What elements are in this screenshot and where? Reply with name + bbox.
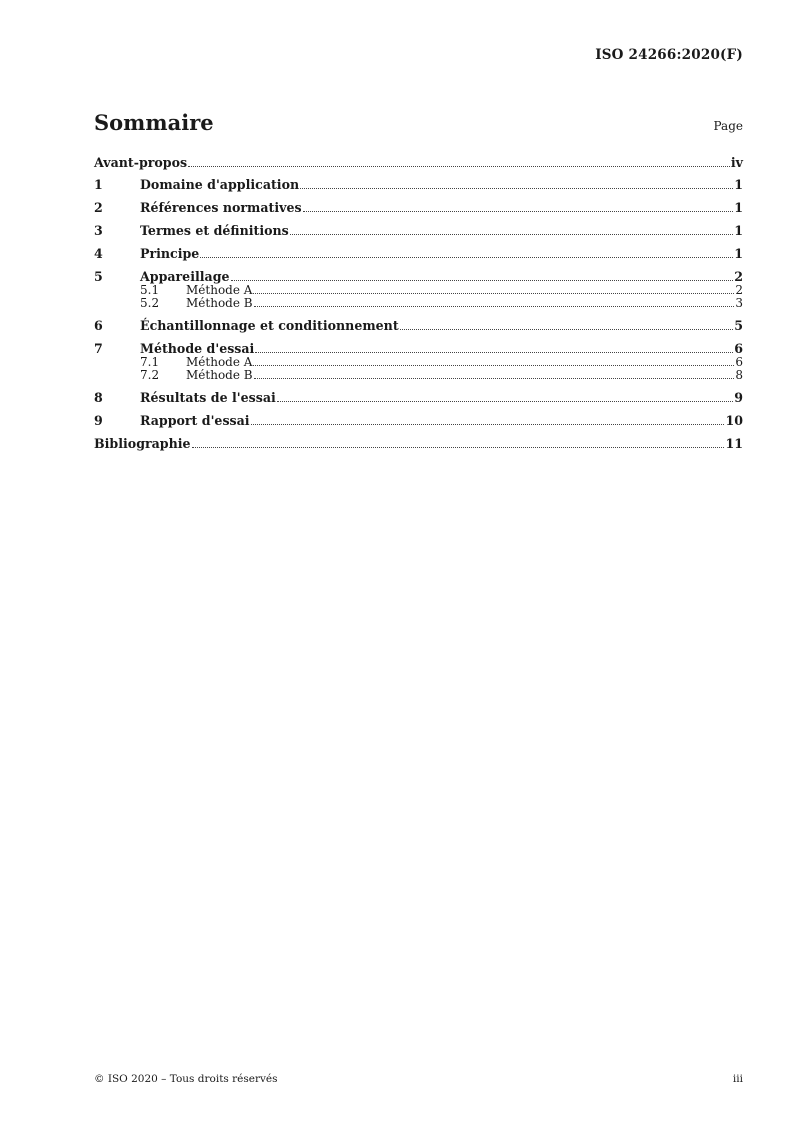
toc-entry-page: 5 [734, 318, 743, 333]
toc-entry-number: 3 [94, 223, 103, 238]
toc-entry[interactable] [94, 390, 743, 405]
toc-entry-label: Principe [140, 246, 200, 261]
toc-entry[interactable] [94, 177, 743, 192]
toc-entry-number: 4 [94, 246, 103, 261]
page-number: iii [732, 1073, 743, 1085]
toc-entry-label: Bibliographie [94, 436, 191, 451]
dot-leader [300, 188, 733, 189]
toc-entry-number: 6 [94, 318, 103, 333]
toc-entry-label: Méthode d'essai [140, 341, 255, 356]
toc-entry[interactable] [94, 200, 743, 215]
toc-entry[interactable] [94, 155, 743, 170]
toc-entry-number: 7 [94, 341, 103, 356]
toc-entry[interactable] [94, 223, 743, 238]
toc-entry-page: 2 [734, 269, 743, 284]
toc-entry-label: Appareillage [140, 269, 230, 284]
toc-entry-number: 5.1 [140, 283, 160, 297]
toc-entry-number: 7.2 [140, 368, 160, 382]
dot-leader [255, 352, 733, 353]
dot-leader [188, 166, 730, 167]
toc-entry-number: 2 [94, 200, 103, 215]
dot-leader [253, 293, 734, 294]
toc-entry-number: 5.2 [140, 296, 160, 310]
copyright-notice: © ISO 2020 – Tous droits réservés [94, 1073, 278, 1085]
toc-entry-label: Méthode A [186, 283, 253, 297]
page-column-label: Page [713, 119, 743, 133]
dot-leader [277, 401, 733, 402]
toc-entry-page: 8 [735, 368, 743, 382]
toc-entry[interactable] [94, 246, 743, 261]
toc-entry-label: Domaine d'application [140, 177, 300, 192]
toc-entry-label: Résultats de l'essai [140, 390, 276, 405]
toc-entry[interactable] [94, 269, 743, 284]
dot-leader [290, 234, 733, 235]
dot-leader [192, 447, 725, 448]
toc-entry[interactable] [94, 297, 743, 310]
toc-entry-label: Avant-propos [94, 155, 188, 170]
toc-entry-page: 2 [735, 283, 743, 297]
dot-leader [253, 365, 734, 366]
toc-entry[interactable] [94, 369, 743, 382]
toc-entry-number: 1 [94, 177, 103, 192]
dot-leader [200, 257, 733, 258]
dot-leader [231, 280, 734, 281]
toc-entry-number: 9 [94, 413, 103, 428]
toc-entry-label: Échantillonnage et conditionnement [140, 318, 399, 333]
toc-entry-number: 5 [94, 269, 103, 284]
toc-entry-page: iv [730, 155, 743, 170]
dot-leader [303, 211, 734, 212]
toc-entry-number: 7.1 [140, 355, 160, 369]
toc-entry-page: 1 [734, 200, 743, 215]
document-code: ISO 24266:2020(F) [595, 47, 743, 63]
dot-leader [254, 378, 735, 379]
toc-entry-page: 9 [734, 390, 743, 405]
toc-entry-page: 6 [735, 355, 743, 369]
page-title: Sommaire [94, 110, 214, 135]
toc-entry-page: 10 [725, 413, 743, 428]
toc-entry-page: 1 [734, 177, 743, 192]
dot-leader [400, 329, 734, 330]
toc-entry[interactable] [94, 318, 743, 333]
toc-entry-label: Références normatives [140, 200, 302, 215]
toc-entry-number: 8 [94, 390, 103, 405]
toc-entry[interactable] [94, 436, 743, 451]
toc-entry-label: Méthode B [186, 368, 253, 382]
toc-entry-page: 1 [734, 223, 743, 238]
toc-entry-label: Termes et définitions [140, 223, 289, 238]
dot-leader [254, 306, 735, 307]
toc-entry-label: Méthode B [186, 296, 253, 310]
toc-entry-page: 3 [735, 296, 743, 310]
toc-entry[interactable] [94, 341, 743, 356]
toc-entry-page: 6 [734, 341, 743, 356]
toc-entry-label: Rapport d'essai [140, 413, 250, 428]
toc-entry-page: 1 [734, 246, 743, 261]
toc-entry-label: Méthode A [186, 355, 253, 369]
dot-leader [251, 424, 725, 425]
table-of-contents [94, 155, 743, 451]
toc-entry-page: 11 [725, 436, 743, 451]
toc-entry[interactable] [94, 413, 743, 428]
